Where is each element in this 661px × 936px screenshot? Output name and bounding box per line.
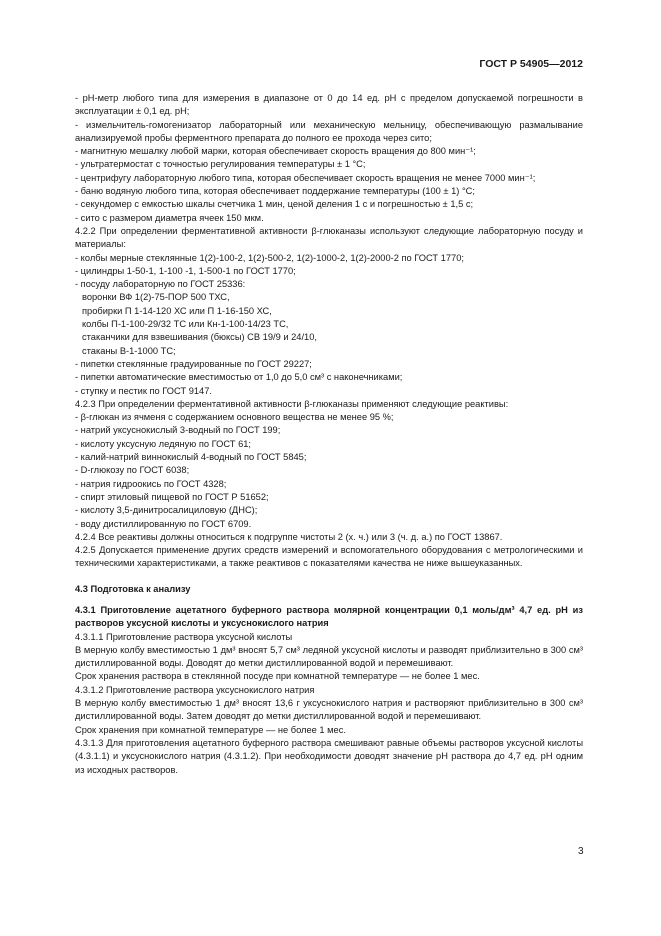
- list-item: - пипетки стеклянные градуированные по ГОСТ 29227;: [75, 358, 312, 369]
- list-item: - ступку и пестик по ГОСТ 9147.: [75, 385, 212, 396]
- list-item: - пипетки автоматические вместимостью от 1,0 до 5,0 см³ с наконечниками;: [75, 372, 403, 383]
- list-item: - ультратермостат с точностью регулирования температуры ± 1 °С;: [75, 159, 366, 170]
- list-item: - измельчитель-гомогенизатор лабораторный или механическую мельницу, обеспечивающую размалывание анализируемой пробы ферментного препарата до полного ее прохода через сито;: [75, 119, 583, 143]
- list-item: - магнитную мешалку любой марки, которая обеспечивает скорость вращения до 800 мин⁻¹;: [75, 146, 476, 157]
- paragraph: 4.3.1.2 Приготовление раствора уксуснокислого натрия: [75, 684, 315, 695]
- list-item: - центрифугу лабораторную любого типа, которая обеспечивает скорость вращения не менее 7000 мин⁻¹;: [75, 172, 536, 183]
- paragraph: Срок хранения раствора в стеклянной посуде при комнатной температуре — не более 1 мес.: [75, 671, 480, 682]
- subsection-heading: 4.3.1 Приготовление ацетатного буферного раствора молярной концентрации 0,1 моль/дм³ 4,7 ед. рН из растворов уксусной кислоты и уксуснокислого натрия: [75, 604, 583, 629]
- list-item: - натрий уксуснокислый 3-водный по ГОСТ 199;: [75, 425, 281, 436]
- sub-item: стаканы В-1-1000 ТС;: [82, 345, 176, 356]
- paragraph: Срок хранения при комнатной температуре — не более 1 мес.: [75, 724, 346, 735]
- list-item: - секундомер с емкостью шкалы счетчика 1 мин, ценой деления 1 с и погрешностью ± 1,5 с;: [75, 199, 474, 210]
- paragraph: 4.3.1.3 Для приготовления ацетатного буферного раствора смешивают равные объемы растворов уксусной кислоты (4.3.1.1) и уксуснокислого натрия (4.3.1.2). При необходимости доводят значение рН раствора до 4,7 ед. рН одним из исходных растворов.: [75, 737, 583, 775]
- sub-item: пробирки П 1-14-120 ХС или П 1-16-150 ХС,: [82, 305, 272, 316]
- list-item: - калий-натрий виннокислый 4-водный по ГОСТ 5845;: [75, 452, 307, 463]
- document-header: ГОСТ Р 54905—2012: [479, 58, 583, 70]
- list-item: - сито с размером диаметра ячеек 150 мкм.: [75, 212, 264, 223]
- list-item: - цилиндры 1-50-1, 1-100 -1, 1-500-1 по ГОСТ 1770;: [75, 265, 296, 276]
- sub-item: колбы П-1-100-29/32 ТС или Кн-1-100-14/23 ТС,: [82, 319, 289, 330]
- paragraph: 4.2.3 При определении ферментативной активности β-глюканазы применяют следующие реактивы:: [75, 398, 509, 409]
- list-item: - кислоту 3,5-динитросалициловую (ДНС);: [75, 505, 258, 516]
- list-item: - кислоту уксусную ледяную по ГОСТ 61;: [75, 438, 251, 449]
- sub-item: стаканчики для взвешивания (бюксы) СВ 19/9 и 24/10,: [82, 332, 317, 343]
- paragraph: 4.2.2 При определении ферментативной активности β-глюканазы используют следующие лабораторную посуду и материалы:: [75, 225, 583, 250]
- paragraph: В мерную колбу вместимостью 1 дм³ вносят 13,6 г уксуснокислого натрия и растворяют приблизительно в 300 см³ дистиллированной воды. Затем доводят до метки дистиллированной водой и перемешивают.: [75, 698, 583, 722]
- list-item: - посуду лабораторную по ГОСТ 25336:: [75, 279, 246, 290]
- paragraph: В мерную колбу вместимостью 1 дм³ вносят 5,7 см³ ледяной уксусной кислоты и разводят приблизительно в 300 см³ дистиллированной воды. Доводят до метки дистиллированной водой и перемешивают.: [75, 644, 583, 669]
- page-number: 3: [578, 846, 584, 857]
- list-item: - рН-метр любого типа для измерения в диапазоне от 0 до 14 ед. рН с пределом допускаемой погрешности в эксплуатации ± 0,1 ед. рН;: [75, 93, 583, 117]
- section-heading: 4.3 Подготовка к анализу: [75, 583, 191, 594]
- sub-item: воронки ВФ 1(2)-75-ПОР 500 ТХС,: [82, 292, 230, 303]
- list-item: - воду дистиллированную по ГОСТ 6709.: [75, 518, 252, 529]
- list-item: - спирт этиловый пищевой по ГОСТ Р 51652;: [75, 491, 269, 502]
- paragraph: 4.3.1.1 Приготовление раствора уксусной кислоты: [75, 631, 293, 642]
- document-body: [75, 92, 583, 777]
- list-item: - β-глюкан из ячменя с содержанием основного вещества не менее 95 %;: [75, 412, 394, 423]
- list-item: - натрия гидроокись по ГОСТ 4328;: [75, 478, 227, 489]
- list-item: - D-глюкозу по ГОСТ 6038;: [75, 465, 190, 476]
- list-item: - баню водяную любого типа, которая обеспечивает поддержание температуры (100 ± 1) °С;: [75, 186, 475, 197]
- paragraph: 4.2.5 Допускается применение других средств измерений и вспомогательного оборудования с метрологическими и техническими характеристиками, а также реактивов с показателями качества не ниже вышеуказанных.: [75, 545, 583, 569]
- paragraph: 4.2.4 Все реактивы должны относиться к подгруппе чистоты 2 (х. ч.) или 3 (ч. д. а.) по ГОСТ 13867.: [75, 531, 503, 542]
- list-item: - колбы мерные стеклянные 1(2)-100-2, 1(2)-500-2, 1(2)-1000-2, 1(2)-2000-2 по ГОСТ 1770;: [75, 252, 464, 263]
